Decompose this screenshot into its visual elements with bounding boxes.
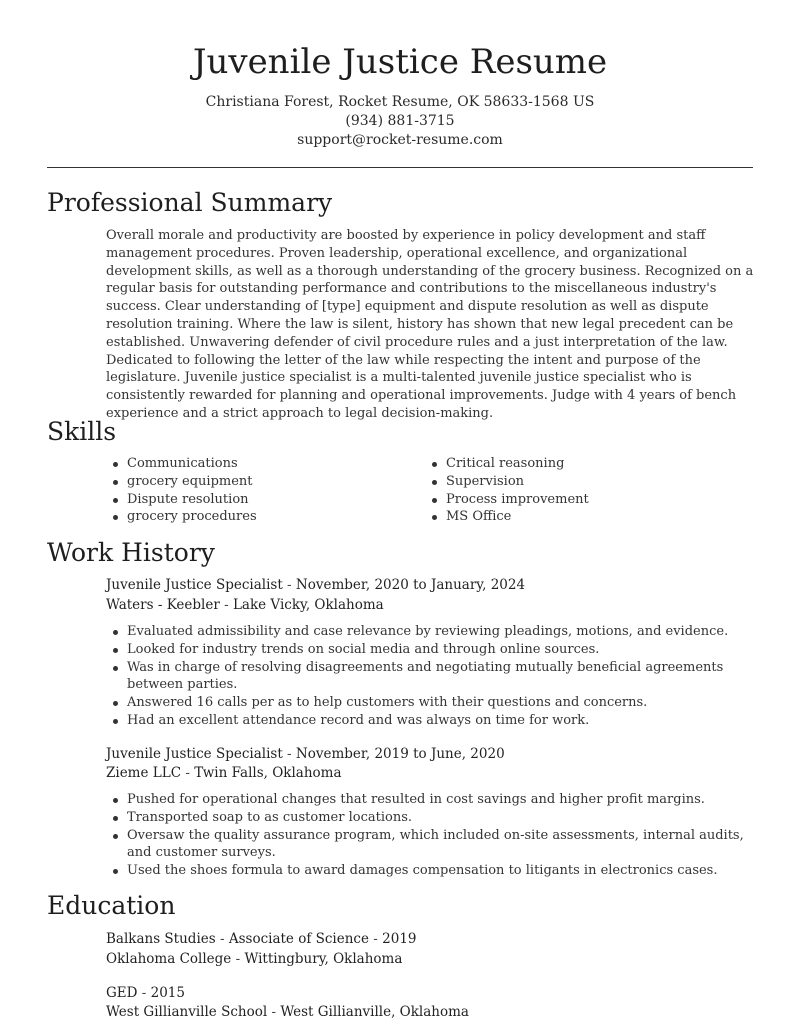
skill-item: grocery equipment: [106, 473, 406, 491]
header-divider: [47, 167, 753, 168]
contact-email: support@rocket-resume.com: [297, 132, 503, 148]
job-company-line: Zieme LLC - Twin Falls, Oklahoma: [106, 765, 342, 781]
skill-item: Communications: [106, 455, 406, 473]
education-field: Balkans Studies: [106, 931, 216, 947]
job-company: Zieme LLC: [106, 765, 182, 781]
job-title-line: Juvenile Justice Specialist - November, 2019 to June, 2020: [106, 746, 505, 762]
skill-item: Dispute resolution: [106, 491, 406, 509]
skills-list-right: [425, 455, 725, 526]
skill-item: Critical reasoning: [425, 455, 725, 473]
skill-item: MS Office: [425, 508, 725, 526]
job-title-line: Juvenile Justice Specialist - November, 2020 to January, 2024: [106, 577, 526, 593]
job-title: Juvenile Justice Specialist: [106, 746, 283, 762]
job-company: Waters - Keebler: [106, 597, 220, 613]
job-bullet: Used the shoes formula to award damages compensation to litigants in electronics cases.: [106, 862, 756, 880]
job-company-line: Waters - Keebler - Lake Vicky, Oklahoma: [106, 597, 384, 613]
job-bullet: Answered 16 calls per as to help customers with their questions and concerns.: [106, 694, 756, 712]
skill-item: Process improvement: [425, 491, 725, 509]
education-school: Oklahoma College: [106, 951, 232, 967]
education-school: West Gillianville School: [106, 1004, 268, 1020]
job-bullet: Oversaw the quality assurance program, which included on-site assessments, internal audits, and customer surveys.: [106, 827, 756, 863]
job-location: Lake Vicky, Oklahoma: [232, 597, 384, 613]
skills-list-left: [106, 455, 406, 526]
education-year: 2019: [382, 931, 417, 947]
job-location: Twin Falls, Oklahoma: [194, 765, 342, 781]
skill-item: Supervision: [425, 473, 725, 491]
job-bullet: Had an excellent attendance record and was always on time for work.: [106, 712, 756, 730]
education-degree-line: GED - 2015: [106, 985, 185, 1001]
contact-address: Christiana Forest, Rocket Resume, OK 58633-1568 US: [205, 94, 595, 110]
education-location: West Gillianville, Oklahoma: [280, 1004, 469, 1020]
education-degree-line: Balkans Studies - Associate of Science - 2019: [106, 931, 417, 947]
skill-item: grocery procedures: [106, 508, 406, 526]
education-school-line: West Gillianville School - West Gillianville, Oklahoma: [106, 1004, 469, 1020]
job-bullet: Transported soap to as customer locations.: [106, 809, 756, 827]
education-degree: Associate of Science: [228, 931, 369, 947]
education-school-line: Oklahoma College - Wittingbury, Oklahoma: [106, 951, 403, 967]
summary-text: Overall morale and productivity are boosted by experience in policy development and staff management procedures. Proven leadership, operational excellence, and organizational development skills, as well as a thorough understanding of the grocery business. Recognized on a regular basis for outstanding performance and contributions to the miscellaneous industry's success. Clear understanding of [type] equipment and dispute resolution as well as dispute resolution training. Where the law is silent, history has shown that new legal precedent can be established. Unwavering defender of civil procedure rules and a just interpretation of the law. Dedicated to following the letter of the law while respecting the intent and purpose of the legislature. Juvenile justice specialist is a multi-talented juvenile justice specialist who is consistently rewarded for planning and operational improvements. Judge with 4 years of bench experience and a strict approach to legal decision-making.: [106, 228, 754, 421]
job-bullet: Pushed for operational changes that resulted in cost savings and higher profit margins.: [106, 791, 756, 809]
education-location: Wittingbury, Oklahoma: [244, 951, 403, 967]
job-bullet: Looked for industry trends on social media and through online sources.: [106, 641, 756, 659]
job-bullets: [106, 791, 756, 880]
work-heading: Work History: [47, 538, 215, 567]
job-bullet: Evaluated admissibility and case relevance by reviewing pleadings, motions, and evidence.: [106, 623, 756, 641]
summary-heading: Professional Summary: [47, 188, 333, 217]
job-dates: November, 2020 to January, 2024: [295, 577, 526, 593]
education-degree: GED: [106, 985, 138, 1001]
skills-heading: Skills: [47, 417, 117, 446]
job-dates: November, 2019 to June, 2020: [295, 746, 505, 762]
job-bullets: [106, 623, 756, 730]
contact-phone: (934) 881-3715: [345, 113, 455, 129]
resume-title: Juvenile Justice Resume: [192, 42, 608, 82]
job-bullet: Was in charge of resolving disagreements and negotiating mutually beneficial agreements between parties.: [106, 659, 756, 695]
education-year: 2015: [150, 985, 185, 1001]
education-heading: Education: [47, 891, 176, 920]
job-title: Juvenile Justice Specialist: [106, 577, 283, 593]
